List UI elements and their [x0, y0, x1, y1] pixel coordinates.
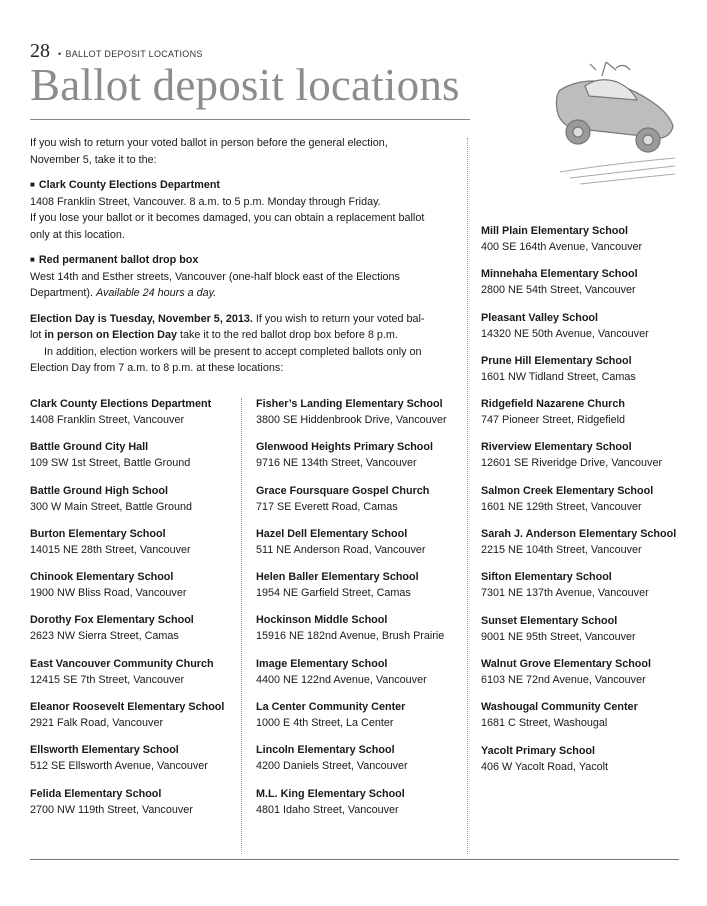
location-name: Battle Ground High School: [30, 484, 168, 497]
location-address: 2623 NW Sierra Street, Camas: [30, 630, 179, 643]
location-address: 1000 E 4th Street, La Center: [256, 717, 394, 730]
location-entry: [30, 656, 224, 699]
location-entry: [30, 396, 224, 439]
location-name: Dorothy Fox Elementary School: [30, 614, 194, 627]
location-name: Prune Hill Elementary School: [481, 354, 632, 367]
location-entry: [256, 526, 447, 569]
location-name: Grace Foursquare Gospel Church: [256, 484, 430, 497]
location-name: Glenwood Heights Primary School: [256, 441, 433, 454]
location-name: Mill Plain Elementary School: [481, 225, 628, 237]
location-name: Image Elementary School: [256, 657, 388, 670]
location-name: Sifton Elementary School: [481, 571, 612, 584]
location-entry: [256, 439, 447, 482]
location-name: Fisher’s Landing Elementary School: [256, 398, 443, 410]
intro-text: [30, 135, 428, 377]
location-entry: [481, 656, 676, 699]
column-divider-left: [241, 398, 242, 854]
location-address: 9716 NE 134th Street, Vancouver: [256, 457, 417, 470]
location-name: Salmon Creek Elementary School: [481, 484, 654, 497]
location-name: Chinook Elementary School: [30, 571, 174, 584]
intro-paragraph: If you wish to return your voted ballot in person before the general election, November 5, take it to the:: [30, 137, 388, 166]
location-address: 1681 C Street, Washougal: [481, 717, 608, 730]
location-entry: [256, 569, 447, 612]
location-address: 300 W Main Street, Battle Ground: [30, 500, 193, 513]
location-address: 15916 NE 182nd Avenue, Brush Prairie: [256, 630, 445, 643]
location-address: 511 NE Anderson Road, Vancouver: [256, 543, 426, 556]
location-address: 109 SW 1st Street, Battle Ground: [30, 457, 191, 470]
location-entry: [30, 699, 224, 742]
locations-column-2: [256, 396, 447, 829]
location-name: Yacolt Primary School: [481, 744, 596, 757]
dropbox-location: West 14th and Esther streets, Vancouver (one-half block east of the Elections Department). Available 24 hours a day.: [30, 270, 400, 299]
location-entry: [30, 612, 224, 655]
location-name: Ridgefield Nazarene Church: [481, 398, 625, 411]
location-name: Hazel Dell Elementary School: [256, 527, 408, 540]
location-name: Lincoln Elementary School: [256, 744, 395, 757]
location-name: Helen Baller Elementary School: [256, 571, 419, 584]
dropbox-heading: ■ Red permanent ballot drop box: [30, 254, 199, 266]
dropbox-hours: Available 24 hours a day.: [96, 287, 217, 299]
location-entry: [30, 439, 224, 482]
location-address: 2215 NE 104th Street, Vancouver: [481, 544, 642, 557]
location-entry: [481, 396, 676, 439]
location-name: La Center Community Center: [256, 701, 406, 714]
location-address: 7301 NE 137th Avenue, Vancouver: [481, 587, 649, 600]
location-name: Sarah J. Anderson Elementary School: [481, 528, 677, 541]
bottom-rule: [30, 859, 679, 860]
location-address: 717 SE Everett Road, Camas: [256, 500, 398, 513]
location-entry: [256, 786, 447, 829]
locations-column-1: [30, 396, 224, 829]
location-entry: [30, 786, 224, 829]
location-address: 1601 NW Tidland Street, Camas: [481, 370, 636, 383]
column-divider-right: [467, 138, 468, 854]
location-name: Walnut Grove Elementary School: [481, 657, 651, 670]
location-address: 2921 Falk Road, Vancouver: [30, 717, 164, 730]
location-entry: [481, 699, 676, 742]
location-name: Pleasant Valley School: [481, 311, 599, 324]
location-name: Washougal Community Center: [481, 701, 638, 714]
location-address: 747 Pioneer Street, Ridgefield: [481, 414, 626, 427]
section-label: • BALLOT DEPOSIT LOCATIONS: [58, 49, 203, 59]
location-address: 2700 NW 119th Street, Vancouver: [30, 803, 193, 816]
location-name: Minnehaha Elementary School: [481, 268, 638, 281]
location-address: 4200 Daniels Street, Vancouver: [256, 760, 408, 773]
location-entry: [481, 223, 676, 266]
location-address: 12601 SE Riveridge Drive, Vancouver: [481, 457, 663, 470]
location-name: Battle Ground City Hall: [30, 441, 149, 454]
location-entry: [481, 613, 676, 656]
election-day-note: Election Day is Tuesday, November 5, 2013. If you wish to return your voted bal-lot in person on Election Day take it to the red ballot drop box before 8 p.m.: [30, 312, 425, 341]
location-entry: [256, 612, 447, 655]
location-name: Riverview Elementary School: [481, 441, 632, 454]
location-entry: [256, 742, 447, 785]
location-entry: [481, 569, 676, 612]
location-address: 3800 SE Hiddenbrook Drive, Vancouver: [256, 414, 447, 426]
location-entry: [481, 526, 676, 569]
location-address: 14015 NE 28th Street, Vancouver: [30, 543, 191, 556]
location-name: Clark County Elections Department: [30, 398, 212, 410]
dept-heading: ■ Clark County Elections Department: [30, 179, 221, 191]
location-entry: [481, 743, 676, 786]
location-address: 6103 NE 72nd Avenue, Vancouver: [481, 673, 646, 686]
page-title: Ballot deposit locations: [30, 60, 460, 110]
location-address: 9001 NE 95th Street, Vancouver: [481, 630, 636, 643]
location-entry: [30, 742, 224, 785]
location-address: 2800 NE 54th Street, Vancouver: [481, 284, 636, 297]
location-name: East Vancouver Community Church: [30, 657, 214, 670]
location-address: 1601 NE 129th Street, Vancouver: [481, 500, 642, 513]
location-address: 512 SE Ellsworth Avenue, Vancouver: [30, 760, 208, 773]
location-entry: [256, 483, 447, 526]
page-number: 28: [30, 40, 50, 62]
location-name: Ellsworth Elementary School: [30, 744, 179, 757]
location-address: 1900 NW Bliss Road, Vancouver: [30, 587, 187, 600]
section-label-text: BALLOT DEPOSIT LOCATIONS: [65, 49, 203, 59]
title-underline: [30, 119, 470, 120]
location-name: Sunset Elementary School: [481, 614, 618, 627]
flying-car-icon: [540, 60, 680, 190]
location-name: M.L. King Elementary School: [256, 787, 405, 800]
dept-hours: 1408 Franklin Street, Vancouver. 8 a.m. to 5 p.m. Monday through Friday.: [30, 195, 381, 208]
location-entry: [481, 483, 676, 526]
location-name: Felida Elementary School: [30, 787, 162, 800]
location-name: Hockinson Middle School: [256, 614, 388, 627]
location-address: 1408 Franklin Street, Vancouver: [30, 414, 185, 426]
location-entry: [481, 353, 676, 396]
location-entry: [30, 569, 224, 612]
location-name: Eleanor Roosevelt Elementary School: [30, 701, 225, 714]
location-entry: [481, 266, 676, 309]
location-entry: [256, 699, 447, 742]
location-address: 12415 SE 7th Street, Vancouver: [30, 673, 185, 686]
location-entry: [30, 483, 224, 526]
location-entry: [481, 439, 676, 482]
election-workers-note: In addition, election workers will be present to accept completed ballots only on Election Day from 7 a.m. to 8 p.m. at these locations:: [30, 345, 422, 374]
location-address: 400 SE 164th Avenue, Vancouver: [481, 241, 643, 253]
location-address: 4400 NE 122nd Avenue, Vancouver: [256, 673, 427, 686]
location-address: 406 W Yacolt Road, Yacolt: [481, 760, 609, 773]
location-entry: [256, 396, 447, 439]
location-entry: [256, 656, 447, 699]
location-entry: [481, 310, 676, 353]
location-address: 14320 NE 50th Avenue, Vancouver: [481, 327, 649, 340]
location-entry: [30, 526, 224, 569]
locations-column-3: [481, 223, 676, 786]
location-address: 1954 NE Garfield Street, Camas: [256, 587, 411, 600]
dept-replacement-note: If you lose your ballot or it becomes damaged, you can obtain a replacement ballot only at this location.: [30, 212, 425, 241]
location-name: Burton Elementary School: [30, 527, 166, 540]
location-address: 4801 Idaho Street, Vancouver: [256, 803, 399, 816]
